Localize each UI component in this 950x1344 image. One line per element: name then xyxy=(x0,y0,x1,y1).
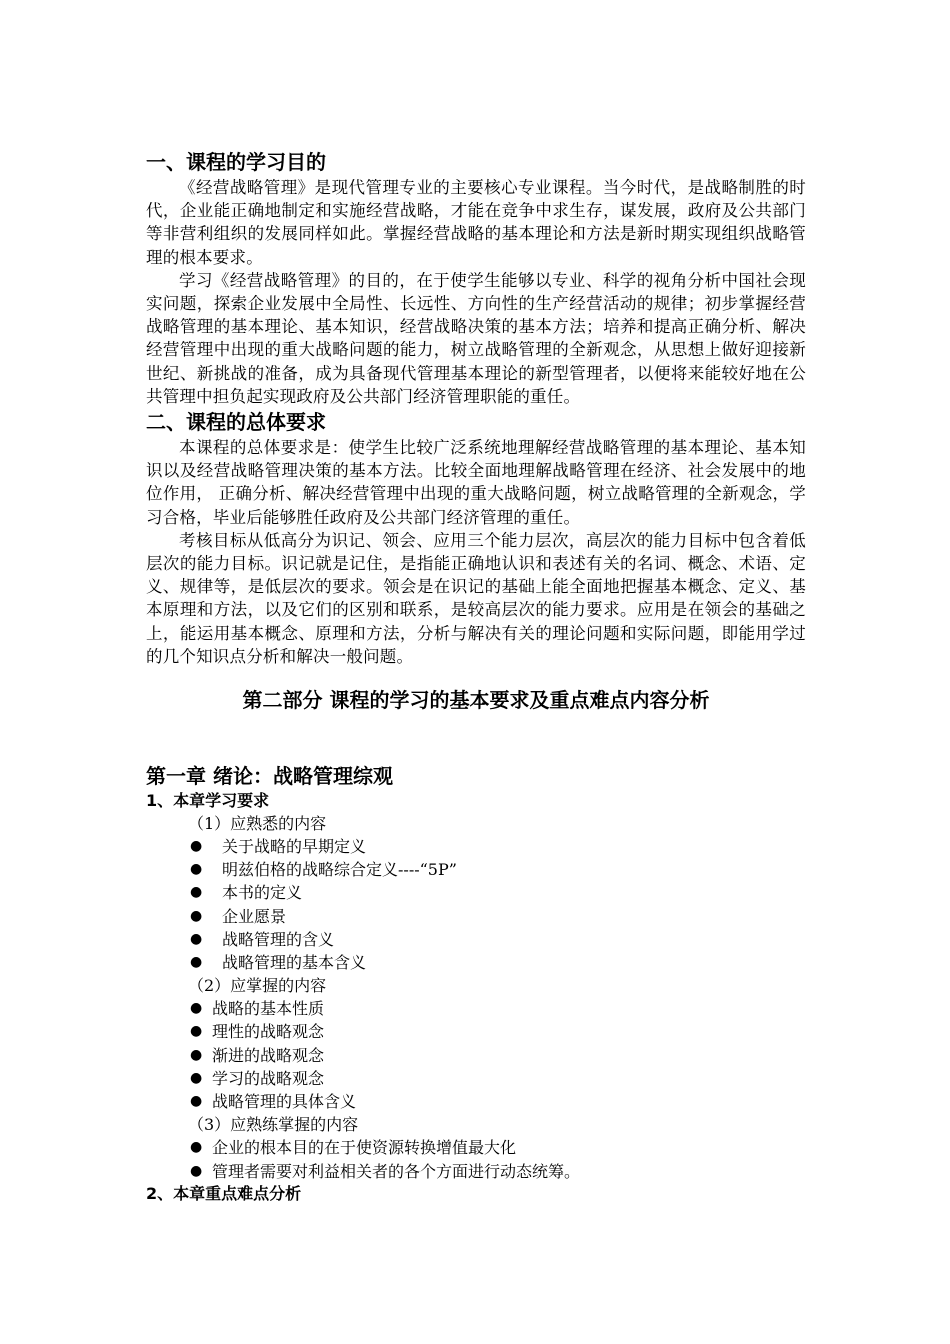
list-item: ● 渐进的战略观念 xyxy=(146,1044,806,1067)
subsection-heading: 2、本章重点难点分析 xyxy=(146,1183,302,1203)
list-item: ● 明兹伯格的战略综合定义----“5P” xyxy=(146,858,806,881)
list-item: ● 企业愿景 xyxy=(146,905,806,928)
paragraph: 本课程的总体要求是：使学生比较广泛系统地理解经营战略管理的基本理论、基本知识以及经营战略管理决策的基本方法。比较全面地理解战略管理在经济、社会发展中的地位作用， 正确分析、解决经营管理中出现的重大战略问题，树立战略管理的全新观念，学习合格，毕业后能够胜任政府及公共部门经济管理的重任。 xyxy=(146,438,806,527)
group-label: （1）应熟悉的内容 xyxy=(188,814,327,834)
list-item: ● 管理者需要对利益相关者的各个方面进行动态统筹。 xyxy=(146,1160,806,1183)
list-item: ● 关于战略的早期定义 xyxy=(146,835,806,858)
list-item: ● 战略的基本性质 xyxy=(146,997,806,1020)
list-item: ● 企业的根本目的在于使资源转换增值最大化 xyxy=(146,1136,806,1159)
document-page xyxy=(146,148,806,1205)
bullet-icon: ● xyxy=(190,1046,203,1063)
chapter-title: 第一章 绪论：战略管理综观 xyxy=(146,764,393,789)
paragraph: 《经营战略管理》是现代管理专业的主要核心专业课程。当今时代，是战略制胜的时代，企业能正确地制定和实施经营战略，才能在竞争中求生存，谋发展，政府及公共部门等非营利组织的发展同样如此。掌握经营战略的基本理论和方法是新时期实现组织战略管理的根本要求。 xyxy=(146,178,806,267)
section-heading-requirements: 二、课程的总体要求 xyxy=(146,410,326,435)
bullet-icon: ● xyxy=(190,1000,203,1017)
bullet-icon: ● xyxy=(190,1093,203,1110)
bullet-icon: ● xyxy=(190,954,203,971)
list-item: ● 理性的战略观念 xyxy=(146,1020,806,1043)
list-item: ● 战略管理的基本含义 xyxy=(146,951,806,974)
group-label: （2）应掌握的内容 xyxy=(188,976,327,996)
bullet-icon: ● xyxy=(190,884,203,901)
section-heading-purpose: 一、课程的学习目的 xyxy=(146,150,326,174)
bullet-icon: ● xyxy=(190,907,203,924)
list-item: ● 学习的战略观念 xyxy=(146,1067,806,1090)
list-item: ● 本书的定义 xyxy=(146,881,806,904)
paragraph: 考核目标从低高分为识记、领会、应用三个能力层次，高层次的能力目标中包含着低层次的能力目标。识记就是记住，是指能正确地认识和表述有关的名词、概念、术语、定义、规律等，是低层次的要求。领会是在识记的基础上能全面地把握基本概念、定义、基本原理和方法，以及它们的区别和联系，是较高层次的能力要求。应用是在领会的基础之上，能运用基本概念、原理和方法，分析与解决有关的理论问题和实际问题，即能用学过的几个知识点分析和解决一般问题。 xyxy=(146,530,806,666)
subsection-heading: 1、本章学习要求 xyxy=(146,791,270,811)
bullet-icon: ● xyxy=(190,1139,203,1156)
bullet-list xyxy=(146,997,806,1113)
part-title: 第二部分 课程的学习的基本要求及重点难点内容分析 xyxy=(242,688,710,713)
bullet-list xyxy=(146,1136,806,1182)
bullet-icon: ● xyxy=(190,1023,203,1040)
bullet-list xyxy=(146,835,806,974)
bullet-icon: ● xyxy=(190,838,203,855)
bullet-icon: ● xyxy=(190,1162,203,1179)
bullet-icon: ● xyxy=(190,1069,203,1086)
list-item: ● 战略管理的含义 xyxy=(146,928,806,951)
group-label: （3）应熟练掌握的内容 xyxy=(188,1115,359,1135)
bullet-icon: ● xyxy=(190,930,203,947)
list-item: ● 战略管理的具体含义 xyxy=(146,1090,806,1113)
paragraph: 学习《经营战略管理》的目的，在于使学生能够以专业、科学的视角分析中国社会现实问题，探索企业发展中全局性、长远性、方向性的生产经营活动的规律；初步掌握经营战略管理的基本理论、基本知识，经营战略决策的基本方法；培养和提高正确分析、解决经营管理中出现的重大战略问题的能力，树立战略管理的全新观念，从思想上做好迎接新世纪、新挑战的准备，成为具备现代管理基本理论的新型管理者，以便将来能较好地在公共管理中担负起实现政府及公共部门经济管理职能的重任。 xyxy=(146,270,806,406)
bullet-icon: ● xyxy=(190,861,203,878)
